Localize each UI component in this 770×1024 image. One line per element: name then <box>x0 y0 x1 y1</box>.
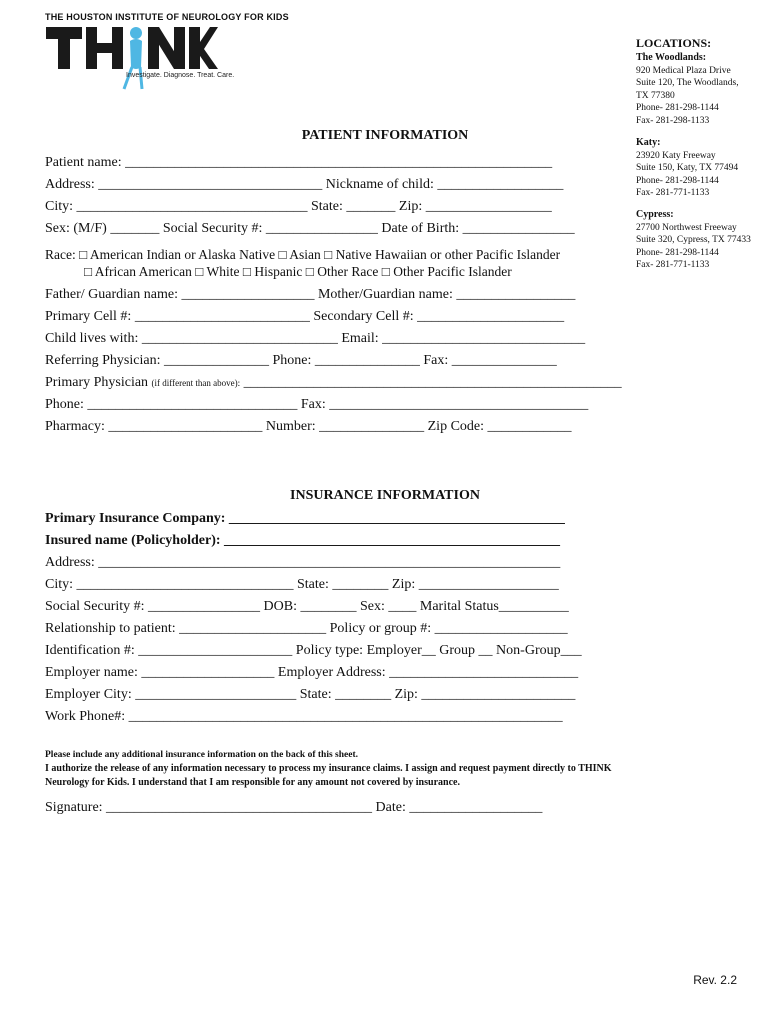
guardian-name-field[interactable]: Father/ Guardian name: ___________________ Mother/Guardian name: _________________ <box>45 287 576 302</box>
location-line: 23920 Katy Freeway <box>636 150 716 161</box>
location-line: Suite 320, Cypress, TX 77433 <box>636 235 751 245</box>
primary-physician-label: Primary Physician <box>45 375 152 390</box>
employer-city-field[interactable]: Employer City: _______________________ State: ________ Zip: ______________________ <box>45 687 576 702</box>
authorization-note-line-2: Neurology for Kids. I understand that I am responsible for any amount not covered by insurance. <box>45 777 460 788</box>
authorization-note-line-1: I authorize the release of any information necessary to process my insurance claims. I assign and request payment directly to THINK <box>45 763 612 774</box>
referring-physician-field[interactable]: Referring Physician: _______________ Phone: _______________ Fax: _______________ <box>45 353 557 368</box>
race-options-row-2[interactable]: □ African American □ White □ Hispanic □ Other Race □ Other Pacific Islander <box>84 264 512 279</box>
insurance-section-title: INSURANCE INFORMATION <box>290 488 480 503</box>
location-name: Katy: <box>636 137 661 148</box>
location-fax: Fax- 281-771-1133 <box>636 188 710 198</box>
relationship-field[interactable]: Relationship to patient: _____________________ Policy or group #: ___________________ <box>45 621 568 636</box>
location-line: Suite 120, The Woodlands, <box>636 78 739 88</box>
identification-field[interactable]: Identification #: ______________________ Policy type: Employer__ Group __ Non-Group___ <box>45 643 582 658</box>
location-phone: Phone- 281-298-1144 <box>636 175 719 186</box>
lives-with-field[interactable]: Child lives with: ____________________________ Email: _____________________________ <box>45 331 586 346</box>
patient-section-title: PATIENT INFORMATION <box>301 128 469 143</box>
location-fax: Fax- 281-298-1133 <box>636 115 710 126</box>
location-line: 920 Medical Plaza Drive <box>636 65 731 76</box>
employer-name-field[interactable]: Employer name: ___________________ Employer Address: ___________________________ <box>45 665 579 680</box>
insurance-city-field[interactable]: City: _______________________________ State: ________ Zip: ____________________ <box>45 577 559 592</box>
location-line: 27700 Northwest Freeway <box>636 222 737 233</box>
insurance-ssn-field[interactable]: Social Security #: ________________ DOB: ________ Sex: ____ Marital Status__________ <box>45 599 569 614</box>
work-phone-field[interactable]: Work Phone#: ______________________________________________________________ <box>45 709 563 724</box>
location-katy <box>636 137 738 200</box>
logo-tagline: Investigate. Diagnose. Treat. Care. <box>126 72 235 79</box>
location-line: TX 77380 <box>636 90 675 101</box>
revision-label: Rev. 2.2 <box>693 973 737 987</box>
location-line: Suite 150, Katy, TX 77494 <box>636 163 739 173</box>
institute-name: THE HOUSTON INSTITUTE OF NEUROLOGY FOR KIDS <box>45 12 289 22</box>
primary-physician-line[interactable]: ______________________________________________________ <box>240 375 622 390</box>
location-cypress <box>636 209 751 272</box>
location-fax: Fax- 281-771-1133 <box>636 260 710 270</box>
additional-info-note: Please include any additional insurance information on the back of this sheet. <box>45 750 358 760</box>
race-options-row-1[interactable]: Race: □ American Indian or Alaska Native □ Asian □ Native Hawaiian or other Pacific Islander <box>45 247 561 262</box>
insured-name-field[interactable]: Insured name (Policyholder): ________________________________________________ <box>45 533 561 548</box>
think-logo <box>44 23 219 98</box>
insurance-address-field[interactable]: Address: __________________________________________________________________ <box>45 555 561 570</box>
locations-title: LOCATIONS: <box>636 36 712 50</box>
physician-phone-field[interactable]: Phone: ______________________________ Fax: _____________________________________ <box>45 397 589 412</box>
location-phone: Phone- 281-298-1144 <box>636 247 719 258</box>
primary-physician-field[interactable] <box>45 375 631 391</box>
cell-field[interactable]: Primary Cell #: _________________________ Secondary Cell #: _____________________ <box>45 309 565 324</box>
location-name: Cypress: <box>636 209 674 220</box>
location-woodlands <box>636 52 739 127</box>
insurance-company-field[interactable]: Primary Insurance Company: ________________________________________________ <box>45 511 565 526</box>
signature-field[interactable]: Signature: ______________________________________ Date: ___________________ <box>45 800 543 815</box>
pharmacy-field[interactable]: Pharmacy: ______________________ Number: _______________ Zip Code: ____________ <box>45 419 572 434</box>
location-phone: Phone- 281-298-1144 <box>636 103 719 113</box>
primary-physician-note: (if different than above): <box>151 378 241 388</box>
patient-name-field[interactable]: Patient name: _____________________________________________________________ <box>45 155 553 170</box>
patient-sex-field[interactable]: Sex: (M/F) _______ Social Security #: ________________ Date of Birth: ________________ <box>45 221 575 236</box>
patient-address-field[interactable]: Address: ________________________________ Nickname of child: __________________ <box>45 177 564 192</box>
location-name: The Woodlands: <box>636 52 707 63</box>
patient-city-field[interactable]: City: _________________________________ State: _______ Zip: __________________ <box>45 199 552 214</box>
